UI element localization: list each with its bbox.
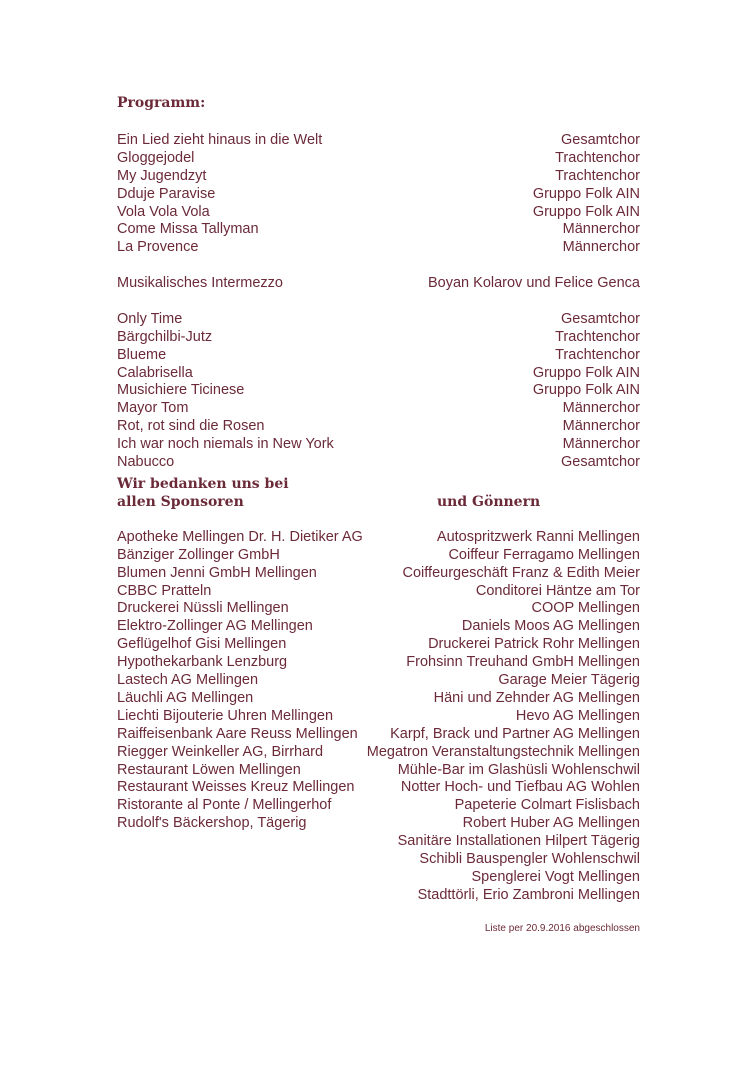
program-row [117, 204, 640, 222]
program-list-2 [117, 311, 640, 472]
goenner-item: Daniels Moos AG Mellingen [461, 618, 640, 635]
goenner-item: Notter Hoch- und Tiefbau AG Wohlen [400, 779, 640, 796]
list-note: Liste per 20.9.2016 abgeschlossen [484, 922, 640, 934]
song-title: Calabrisella [117, 364, 193, 381]
program-row [117, 186, 640, 204]
sponsor-heading-line2: allen Sponsoren [117, 493, 244, 510]
program-row [117, 382, 640, 400]
program-heading: Programm: [117, 95, 206, 111]
song-title: Rot, rot sind die Rosen [117, 418, 265, 435]
performer: Gesamtchor [561, 310, 640, 327]
goenner-item: Schibli Bauspengler Wohlenschwil [419, 850, 640, 867]
performer: Gruppo Folk AIN [532, 382, 640, 399]
goenner-item: Papeterie Colmart Fislisbach [454, 797, 640, 814]
sponsor-item: Geflügelhof Gisi Mellingen [117, 636, 287, 653]
program-row [117, 400, 640, 418]
performer: Männerchor [562, 400, 640, 417]
sponsor-heading [117, 475, 640, 511]
goenner-item: Häni und Zehnder AG Mellingen [433, 689, 640, 706]
performer: Trachtenchor [555, 167, 640, 184]
sponsor-item: Raiffeisenbank Aare Reuss Mellingen [117, 725, 358, 742]
performer: Männerchor [562, 221, 640, 238]
sponsor-item: CBBC Pratteln [117, 582, 212, 599]
performer: Gruppo Folk AIN [532, 364, 640, 381]
performer: Gesamtchor [561, 132, 640, 148]
goenner-item: Megatron Veranstaltungstechnik Mellingen [366, 743, 640, 760]
sponsor-item: Riegger Weinkeller AG, Birrhard [117, 743, 324, 760]
goenner-item: Karpf, Brack und Partner AG Mellingen [390, 725, 640, 742]
song-title: Mayor Tom [117, 400, 189, 417]
song-title: Ich war noch niemals in New York [117, 436, 334, 453]
goenner-item: Mühle-Bar im Glashüsli Wohlenschwil [397, 761, 640, 778]
sponsor-item: Apotheke Mellingen Dr. H. Dietiker AG [117, 528, 363, 545]
sponsor-item: Elektro-Zollinger AG Mellingen [117, 618, 313, 635]
spacer [117, 257, 640, 275]
sponsor-heading-left [117, 475, 289, 511]
performer: Männerchor [562, 239, 640, 256]
program-row [117, 311, 640, 329]
goenner-item: Druckerei Patrick Rohr Mellingen [428, 636, 640, 653]
song-title: Ein Lied zieht hinaus in die Welt [117, 132, 323, 148]
performer: Trachtenchor [555, 149, 640, 166]
performer: Gesamtchor [561, 454, 640, 471]
goenner-item: Frohsinn Treuhand GmbH Mellingen [406, 654, 640, 671]
song-title: Blueme [117, 346, 167, 363]
goenner-item: Robert Huber AG Mellingen [462, 815, 640, 832]
sponsor-item: Liechti Bijouterie Uhren Mellingen [117, 707, 334, 724]
song-title: La Provence [117, 239, 199, 256]
goenner-list [367, 529, 640, 905]
performer: Männerchor [562, 436, 640, 453]
goenner-item: Hevo AG Mellingen [515, 707, 640, 724]
song-title: Nabucco [117, 454, 175, 471]
performer: Gruppo Folk AIN [532, 185, 640, 202]
goenner-item: Spenglerei Vogt Mellingen [471, 868, 640, 885]
sponsor-item: Blumen Jenni GmbH Mellingen [117, 564, 317, 581]
song-title: Musichiere Ticinese [117, 382, 245, 399]
program-row [117, 132, 640, 150]
program-row [117, 418, 640, 436]
sponsor-item: Bänziger Zollinger GmbH [117, 546, 280, 563]
goenner-item: Coiffeurgeschäft Franz & Edith Meier [402, 564, 640, 581]
performer: Trachtenchor [555, 328, 640, 345]
program-page [117, 94, 640, 934]
program-row [117, 221, 640, 239]
sponsor-item: Hypothekarbank Lenzburg [117, 654, 288, 671]
goenner-item: Garage Meier Tägerig [498, 672, 640, 689]
sponsor-heading-line1: Wir bedanken uns bei [117, 475, 289, 492]
program-row [117, 365, 640, 383]
sponsor-item: Restaurant Weisses Kreuz Mellingen [117, 779, 355, 796]
program-row [117, 239, 640, 257]
goenner-item: Autospritzwerk Ranni Mellingen [436, 528, 640, 545]
program-row [117, 347, 640, 365]
program-row [117, 436, 640, 454]
intermezzo-title: Musikalisches Intermezzo [117, 275, 283, 292]
sponsor-list [117, 529, 363, 905]
goenner-item: COOP Mellingen [531, 600, 640, 617]
program-row [117, 168, 640, 186]
spacer [117, 293, 640, 311]
sponsor-item: Druckerei Nüssli Mellingen [117, 600, 289, 617]
song-title: Dduje Paravise [117, 185, 216, 202]
program-row [117, 329, 640, 347]
sponsor-item: Restaurant Löwen Mellingen [117, 761, 301, 778]
sponsor-columns [117, 529, 640, 905]
intermezzo-row [117, 275, 640, 293]
sponsor-item: Ristorante al Ponte / Mellingerhof [117, 797, 332, 814]
song-title: Bärgchilbi-Jutz [117, 328, 213, 345]
sponsor-item: Rudolf's Bäckershop, Tägerig [117, 815, 307, 832]
program-list-1 [117, 132, 640, 257]
performer: Gruppo Folk AIN [532, 203, 640, 220]
song-title: Only Time [117, 310, 183, 327]
performer: Männerchor [562, 418, 640, 435]
intermezzo-performer: Boyan Kolarov und Felice Genca [428, 275, 640, 292]
goenner-heading: und Gönnern [437, 493, 541, 510]
song-title: My Jugendzyt [117, 167, 207, 184]
goenner-item: Coiffeur Ferragamo Mellingen [448, 546, 640, 563]
sponsor-item: Lastech AG Mellingen [117, 672, 259, 689]
program-row [117, 454, 640, 472]
sponsor-item: Läuchli AG Mellingen [117, 689, 254, 706]
goenner-item: Conditorei Häntze am Tor [475, 582, 640, 599]
goenner-item: Sanitäre Installationen Hilpert Tägerig [397, 833, 640, 850]
performer: Trachtenchor [555, 346, 640, 363]
program-row [117, 150, 640, 168]
song-title: Come Missa Tallyman [117, 221, 259, 238]
goenner-item: Stadttörli, Erio Zambroni Mellingen [417, 886, 640, 903]
song-title: Vola Vola Vola [117, 203, 210, 220]
song-title: Gloggejodel [117, 149, 195, 166]
